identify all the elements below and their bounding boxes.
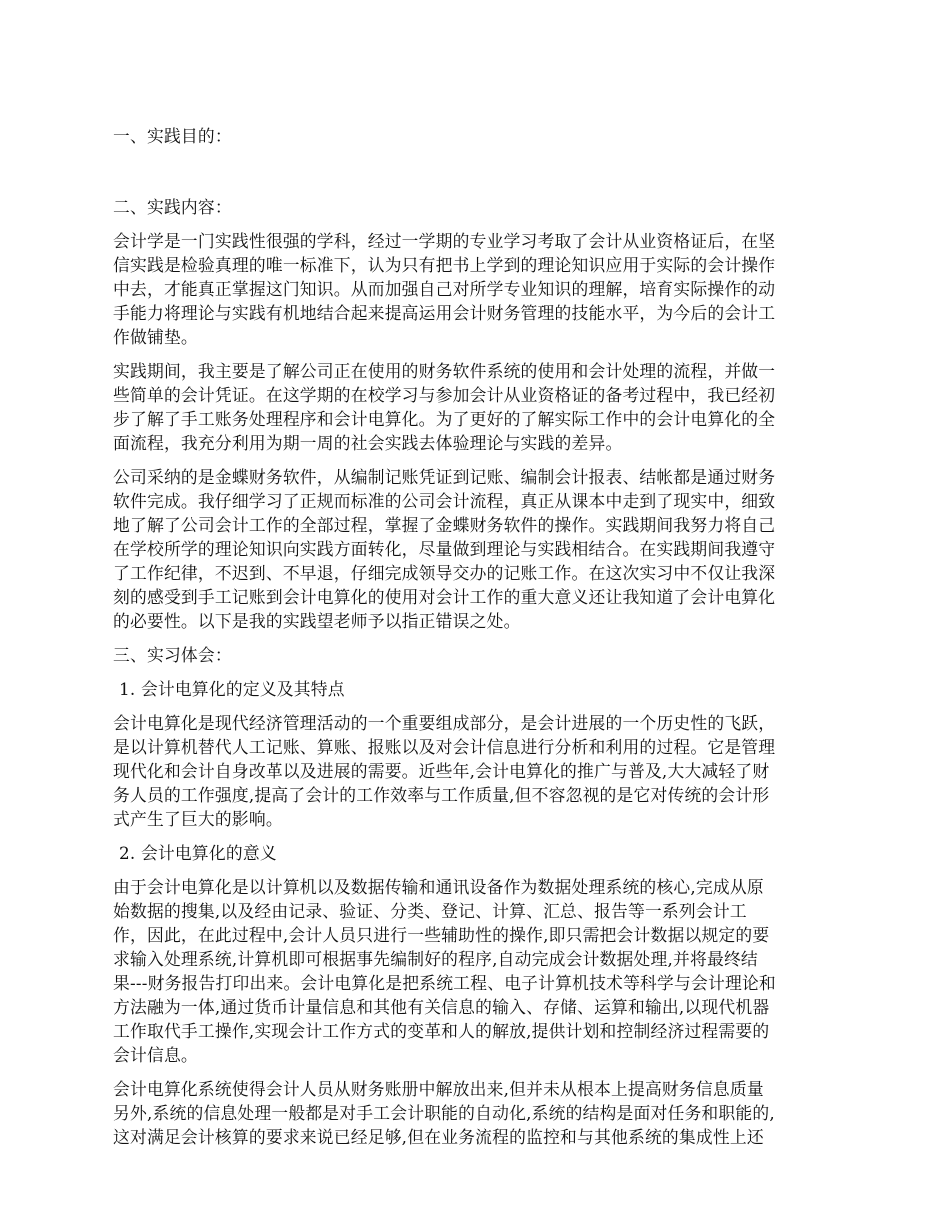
text-line: 这对满足会计核算的要求来说已经足够,但在业务流程的监控和与其他系统的集成性上还 (113, 1127, 764, 1147)
text-line: 是以计算机替代人工记账、算账、报账以及对会计信息进行分析和利用的过程。它是管理 (113, 737, 776, 757)
text-line: 现代化和会计自身改革以及进展的需要。近些年,会计电算化的推广与普及,大大减轻了财 (113, 761, 770, 781)
paragraph-content-2 (113, 359, 838, 455)
paragraph-significance-2 (113, 1077, 838, 1149)
text-line: 些简单的会计凭证。在这学期的在校学习与参加会计从业资格证的备考过程中，我已经初 (113, 385, 776, 405)
paragraph-content-3 (113, 465, 838, 633)
text-line: 公司采纳的是金蝶财务软件，从编制记账凭证到记账、编制会计报表、结帐都是通过财务 (113, 467, 776, 487)
subsection-title-significance: 2. 会计电算化的意义 (119, 843, 277, 863)
text-line: 始数据的搜集,以及经由记录、验证、分类、登记、计算、汇总、报告等一系列会计工 (113, 901, 747, 921)
text-line: 式产生了巨大的影响。 (113, 809, 283, 829)
text-line: 步了解了手工账务处理程序和会计电算化。为了更好的了解实际工作中的会计电算化的全 (113, 409, 776, 429)
text-line: 面流程，我充分利用为期一周的社会实践去体验理论与实践的差异。 (113, 433, 623, 453)
text-line: 果---财务报告打印出来。会计电算化是把系统工程、电子计算机技术等科学与会计理论和 (113, 973, 776, 993)
section-heading-reflection: 三、实习体会： (113, 645, 232, 665)
section-heading-purpose: 一、实践目的： (113, 126, 232, 146)
subsection-title-definition: 1. 会计电算化的定义及其特点 (119, 679, 345, 699)
text-line: 刻的感受到手工记账到会计电算化的使用对会计工作的重大意义还让我知道了会计电算化 (113, 587, 776, 607)
text-line: 会计电算化系统使得会计人员从财务账册中解放出来,但并未从根本上提高财务信息质量 (113, 1079, 764, 1099)
text-line: 的必要性。以下是我的实践望老师予以指正错误之处。 (113, 611, 521, 631)
text-line: 方法融为一体,通过货币计量信息和其他有关信息的输入、存储、运算和输出,以现代机器 (113, 997, 770, 1017)
text-line: 手能力将理论与实践有机地结合起来提高运用会计财务管理的技能水平，为今后的会计工 (113, 303, 776, 323)
paragraph-significance-1 (113, 875, 838, 1067)
text-line: 求输入处理系统,计算机即可根据事先编制好的程序,自动完成会计数据处理,并将最终结 (113, 949, 758, 969)
paragraph-content-1 (113, 229, 838, 349)
text-line: 中去，才能真正掌握这门知识。从而加强自己对所学专业知识的理解，培育实际操作的动 (113, 279, 776, 299)
text-line: 会计电算化是现代经济管理活动的一个重要组成部分，是会计进展的一个历史性的飞跃， (113, 713, 776, 733)
text-line: 由于会计电算化是以计算机以及数据传输和通讯设备作为数据处理系统的核心,完成从原 (113, 877, 764, 897)
text-line: 作，因此，在此过程中,会计人员只进行一些辅助性的操作,即只需把会计数据以规定的要 (113, 925, 770, 945)
text-line: 另外,系统的信息处理一般都是对手工会计职能的自动化,系统的结构是面对任务和职能的, (113, 1103, 775, 1123)
text-line: 信实践是检验真理的唯一标准下，认为只有把书上学到的理论知识应用于实际的会计操作 (113, 255, 776, 275)
text-line: 会计学是一门实践性很强的学科，经过一学期的专业学习考取了会计从业资格证后，在坚 (113, 231, 776, 251)
text-line: 地了解了公司会计工作的全部过程，掌握了金蝶财务软件的操作。实践期间我努力将自己 (113, 515, 776, 535)
text-line: 务人员的工作强度,提高了会计的工作效率与工作质量,但不容忽视的是它对传统的会计形 (113, 785, 770, 805)
text-line: 在学校所学的理论知识向实践方面转化，尽量做到理论与实践相结合。在实践期间我遵守 (113, 539, 776, 559)
document-body (113, 124, 838, 1159)
paragraph-definition (113, 711, 838, 831)
text-line: 作做铺垫。 (113, 327, 198, 347)
text-line: 软件完成。我仔细学习了正规而标准的公司会计流程，真正从课本中走到了现实中，细致 (113, 491, 776, 511)
text-line: 工作取代手工操作,实现会计工作方式的变革和人的解放,提供计划和控制经济过程需要的 (113, 1021, 770, 1041)
text-line: 了工作纪律，不迟到、不早退，仔细完成领导交办的记账工作。在这次实习中不仅让我深 (113, 563, 776, 583)
section-heading-content: 二、实践内容： (113, 197, 232, 217)
text-line: 实践期间，我主要是了解公司正在使用的财务软件系统的使用和会计处理的流程，并做一 (113, 361, 776, 381)
text-line: 会计信息。 (113, 1045, 198, 1065)
